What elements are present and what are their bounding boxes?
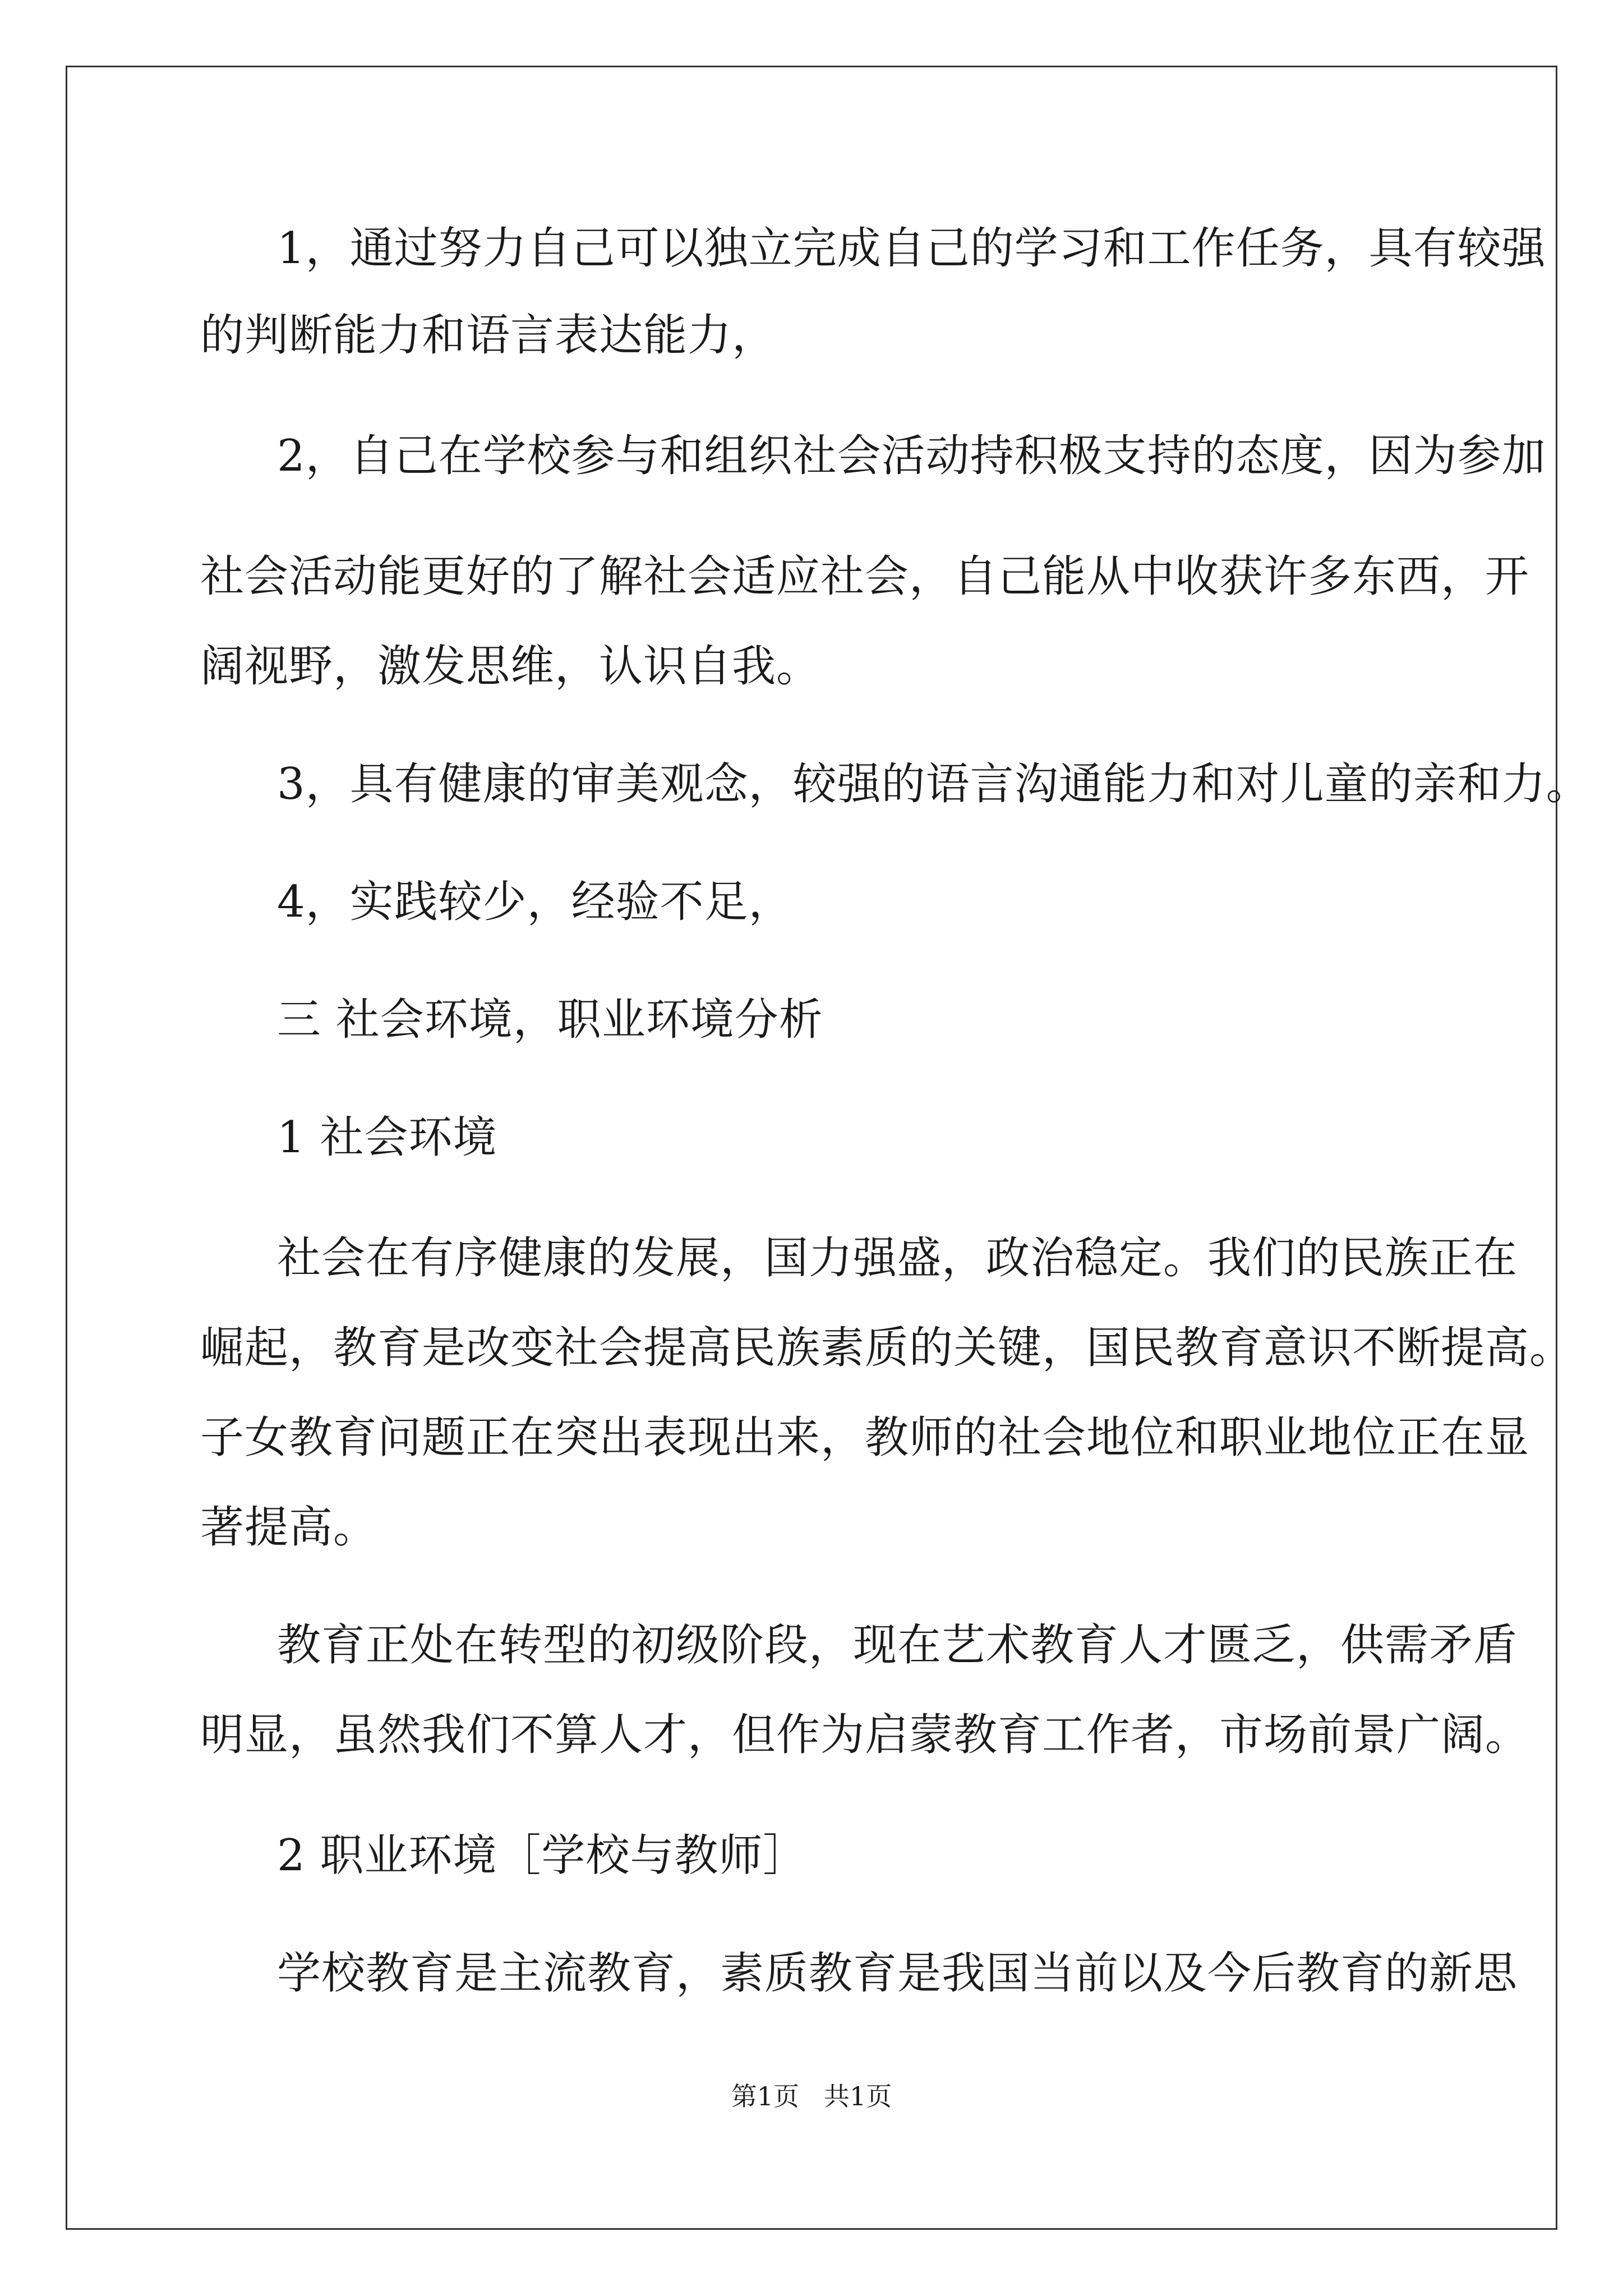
text-line: 4，实践较少，经验不足， — [277, 877, 793, 927]
text-line: 著提高。 — [200, 1502, 378, 1553]
text-line: 的判断能力和语言表达能力， — [200, 310, 777, 361]
text-line: 教育正处在转型的初级阶段，现在艺术教育人才匮乏，供需矛盾 — [277, 1620, 1518, 1671]
text-line: 子女教育问题正在突出表现出来，教师的社会地位和职业地位正在显 — [200, 1412, 1530, 1463]
subsection-heading: 2 职业环境［学校与教师］ — [277, 1830, 808, 1881]
text-line: 明显，虽然我们不算人才，但作为启蒙教育工作者，市场前景广阔。 — [200, 1710, 1530, 1760]
text-line: 崛起，教育是改变社会提高民族素质的关键，国民教育意识不断提高。 — [200, 1323, 1574, 1373]
text-line: 1，通过努力自己可以独立完成自己的学习和工作任务，具有较强 — [277, 223, 1546, 274]
text-line: 3，具有健康的审美观念，较强的语言沟通能力和对儿童的亲和力。 — [277, 759, 1590, 809]
text-line: 2，自己在学校参与和组织社会活动持积极支持的态度，因为参加 — [277, 431, 1546, 481]
subsection-heading: 1 社会环境 — [277, 1112, 497, 1163]
text-line: 社会活动能更好的了解社会适应社会，自己能从中收获许多东西，开 — [200, 551, 1530, 602]
text-line: 学校教育是主流教育，素质教育是我国当前以及今后教育的新思 — [277, 1948, 1518, 1999]
page-number-footer: 第1页 共1页 — [731, 2081, 892, 2111]
text-line: 阔视野，激发思维，认识自我。 — [200, 641, 821, 692]
section-heading: 三 社会环境，职业环境分析 — [277, 995, 823, 1045]
text-line: 社会在有序健康的发展，国力强盛，政治稳定。我们的民族正在 — [277, 1233, 1518, 1283]
